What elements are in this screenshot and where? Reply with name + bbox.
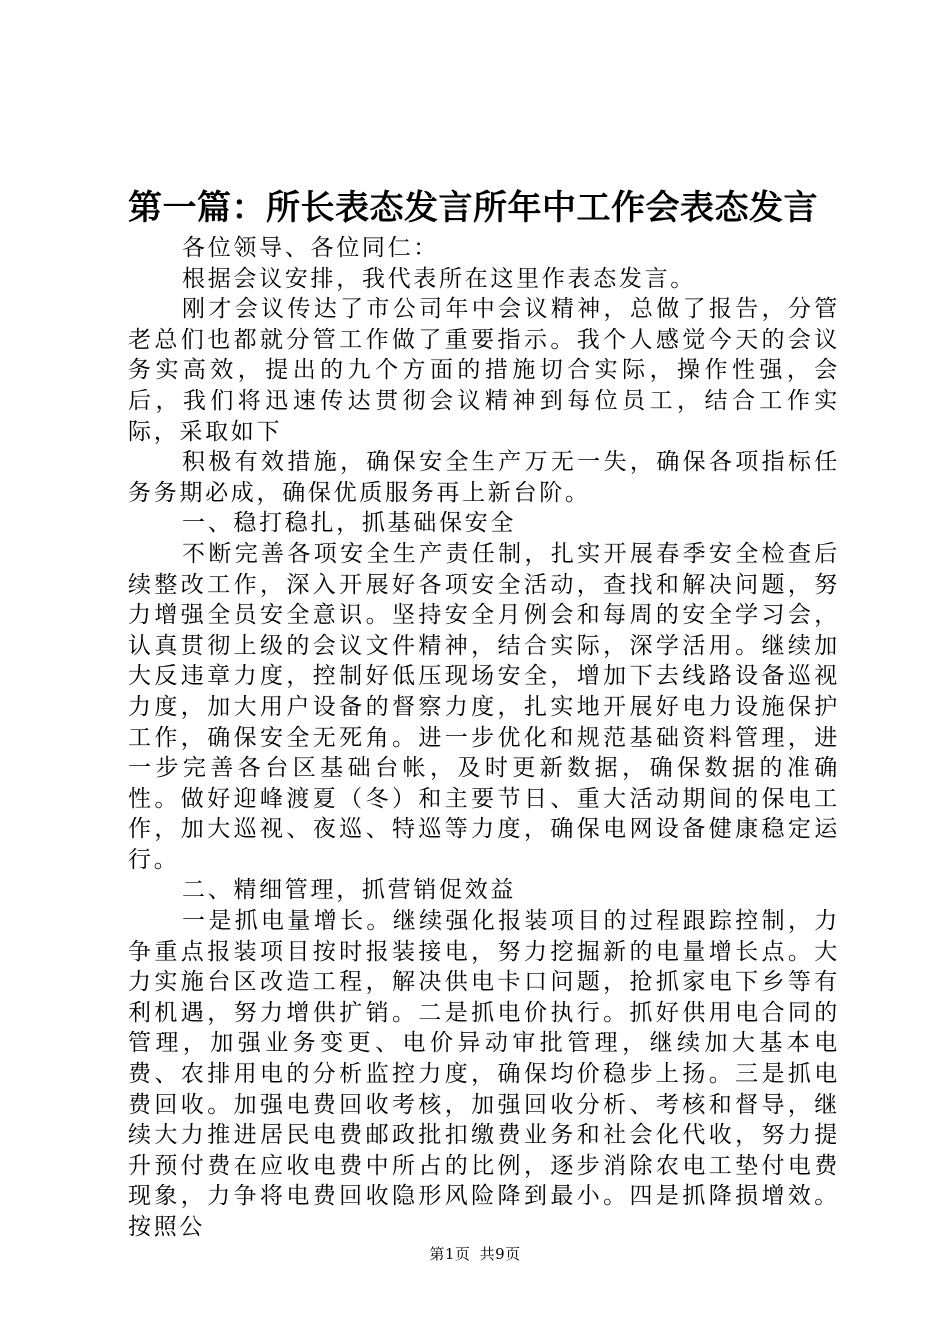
page-number: 第1页: [429, 1245, 471, 1263]
body-paragraph: 不断完善各项安全生产责任制，扎实开展春季安全检查后续整改工作，深入开展好各项安全活动，查找和解决问题，努力增强全员安全意识。坚持安全月例会和每周的安全学习会，认真贯彻上级的会议文件精神，结合实际，深学活用。继续加大反违章力度，控制好低压现场安全，增加下去线路设备巡视力度，加大用户设备的督察力度，扎实地开展好电力设施保护工作，确保安全无死角。进一步优化和规范基础资料管理，进一步完善各台区基础台帐，及时更新数据，确保数据的准确性。做好迎峰渡夏（冬）和主要节日、重大活动期间的保电工作，加大巡视、夜巡、特巡等力度，确保电网设备健康稳定运行。: [128, 540, 840, 873]
section-heading: 一、稳打稳扎，抓基础保安全: [182, 510, 517, 537]
body-paragraph: 刚才会议传达了市公司年中会议精神，总做了报告，分管老总们也都就分管工作做了重要指示。我个人感觉今天的会议务实高效，提出的九个方面的措施切合实际，操作性强，会后，我们将迅速传达贯彻会议精神到每位员工，结合工作实际，采取如下: [128, 296, 840, 445]
salutation-paragraph: 各位领导、各位同仁：: [182, 235, 439, 261]
section-heading: 二、精细管理，抓营销促效益: [182, 877, 517, 904]
body-paragraph: 积极有效措施，确保安全生产万无一失，确保各项指标任务务期必成，确保优质服务再上新台阶。: [128, 449, 840, 506]
page-footer: [0, 1244, 950, 1264]
body-paragraph: 一是抓电量增长。继续强化报装项目的过程跟踪控制，力争重点报装项目按时报装接电，努力挖掘新的电量增长点。大力实施台区改造工程，解决供电卡口问题，抢抓家电下乡等有利机遇，努力增供扩销。二是抓电价执行。抓好供用电合同的管理，加强业务变更、电价异动审批管理，继续加大基本电费、农排用电的分析监控力度，确保均价稳步上扬。三是抓电费回收。加强电费回收考核，加强回收分析、考核和督导，继续大力推进居民电费邮政批扣缴费业务和社会化代收，努力提升预付费在应收电费中所占的比例，逐步消除农电工垫付电费现象，力争将电费回收隐形风险降到最小。四是抓降损增效。按照公: [128, 908, 840, 1240]
page-total: 共9页: [479, 1245, 521, 1263]
document-body: [128, 233, 840, 1243]
document-title: 第一篇：所长表态发言所年中工作会表态发言: [128, 188, 818, 228]
body-paragraph: 根据会议安排，我代表所在这里作表态发言。: [182, 265, 696, 292]
